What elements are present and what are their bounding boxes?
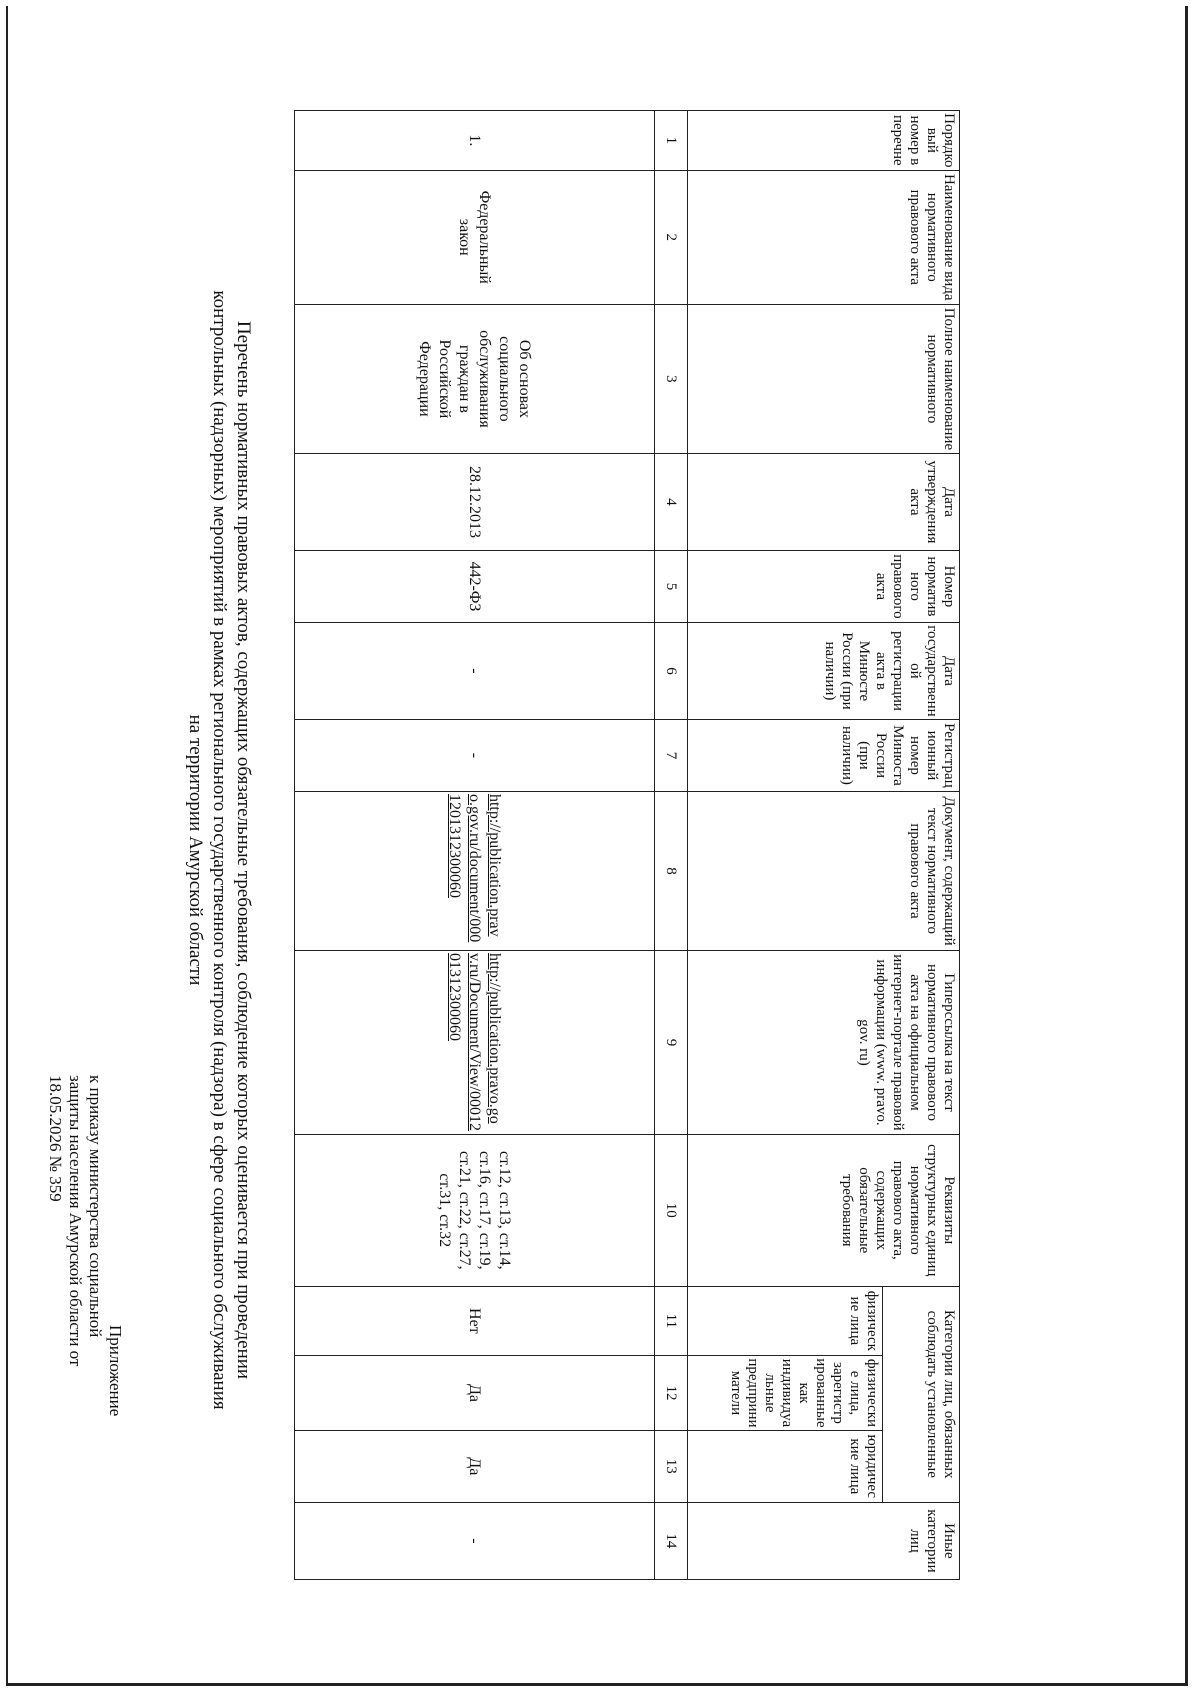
column-number: 3 <box>655 304 688 453</box>
act-number: 442-ФЗ <box>295 550 655 622</box>
header-person-categories: Категории лиц, обязанных соблюдать установленные <box>883 1286 960 1502</box>
title-line-3: на территории Амурской области <box>185 714 206 986</box>
column-number: 5 <box>655 550 688 622</box>
header-col-1: Порядковый номер в перечне <box>688 111 960 171</box>
appendix-block <box>45 1075 125 1416</box>
header-col-9: Гиперссылка на текст нормативного правового акта на официальном интернет-портале правовой информации (www. pravo. gov. ru) <box>688 951 960 1135</box>
header-col-7: Регистрационный номер Минюста России (при наличии) <box>688 719 960 791</box>
column-number: 6 <box>655 622 688 719</box>
header-col-2: Наименование вида нормативного правового акта <box>688 170 960 304</box>
column-number: 14 <box>655 1502 688 1579</box>
header-col-4: Дата утверждения акта <box>688 453 960 550</box>
column-number: 13 <box>655 1430 688 1502</box>
row-number: 1. <box>295 111 655 171</box>
header-col-14: Иные категории лиц <box>688 1502 960 1579</box>
column-number: 2 <box>655 170 688 304</box>
column-number: 9 <box>655 951 688 1135</box>
column-number: 7 <box>655 719 688 791</box>
legal-entities-value: Да <box>295 1430 655 1502</box>
act-kind: Федеральный закон <box>295 170 655 304</box>
acts-table <box>294 110 960 1580</box>
entrepreneurs-value: Да <box>295 1356 655 1431</box>
registration-number: - <box>295 719 655 791</box>
articles-list: ст.12, ст.13, ст.14, ст.16, ст.17, ст.19, ст.21, ст.22, ст.27, ст.31, ст.32 <box>295 1134 655 1286</box>
header-col-12: физические лица, зарегистрированные как индивидуальные предприниматели <box>688 1356 883 1431</box>
header-col-10: Реквизиты структурных единиц нормативного правового акта, содержащих обязательные требования <box>688 1134 960 1286</box>
header-col-3: Полное наименование нормативного <box>688 304 960 453</box>
act-date: 28.12.2013 <box>295 453 655 550</box>
column-number-row <box>655 111 688 1580</box>
column-number: 12 <box>655 1356 688 1431</box>
physical-persons-value: Нет <box>295 1286 655 1356</box>
column-number: 11 <box>655 1286 688 1356</box>
act-name: Об основах социального обслуживания граждан в Российской Федерации <box>295 304 655 453</box>
appendix-line-1: Приложение <box>106 1325 125 1417</box>
pravo-hyperlink[interactable]: http://publication.pravo.gov.ru/Document/View/0001201312300060 <box>446 953 504 1132</box>
title-line-2: контрольных (надзорных) мероприятий в рамках регионального государственного контроля (надзора) в сфере социального обслуживания <box>209 290 230 1410</box>
header-col-13: юридические лица <box>688 1430 883 1502</box>
appendix-line-2: к приказу министерства социальной <box>86 1075 105 1338</box>
appendix-line-4: 18.05.2026 № 359 <box>46 1075 65 1202</box>
column-number: 1 <box>655 111 688 171</box>
registration-date: - <box>295 622 655 719</box>
document-link[interactable]: http://publication.pravo.gov.ru/document/0001201312300060 <box>446 793 504 943</box>
header-row <box>883 111 960 1580</box>
column-number: 4 <box>655 453 688 550</box>
header-col-11: физические лица <box>688 1286 883 1356</box>
header-col-8: Документ, содержащий текст нормативного правового акта <box>688 791 960 950</box>
title-line-1: Перечень нормативных правовых актов, содержащих обязательные требования, соблюдение которых оценивается при проведении <box>233 320 254 1380</box>
header-col-5: Номер нормативного правового акта <box>688 550 960 622</box>
appendix-line-3: защиты населения Амурской области от <box>66 1075 85 1367</box>
document-title <box>183 130 255 1570</box>
other-categories-value: - <box>295 1502 655 1579</box>
column-number: 8 <box>655 791 688 950</box>
header-col-6: Дата государственной регистрации акта в Минюсте России (при наличии) <box>688 622 960 719</box>
column-number: 10 <box>655 1134 688 1286</box>
table-row <box>295 111 655 1580</box>
